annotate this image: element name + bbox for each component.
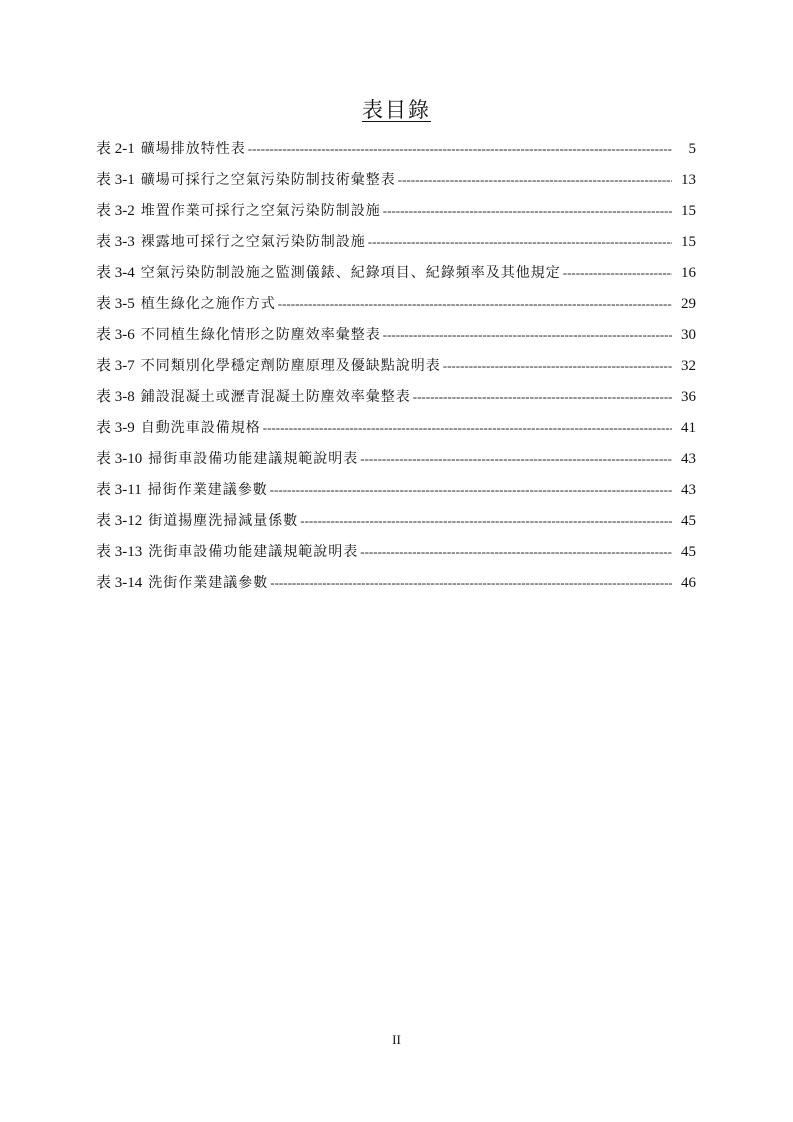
- toc-entry[interactable]: [96, 571, 696, 602]
- toc-entry-title: [96, 168, 396, 192]
- dot-leader: [563, 261, 672, 285]
- toc-entry-label: 表 3-5: [96, 296, 135, 312]
- toc-entry-page: 36: [681, 389, 696, 405]
- toc-entry-text: 裸露地可採行之空氣污染防制設施: [140, 234, 366, 250]
- toc-entry-text: 自動洗車設備規格: [140, 420, 261, 436]
- dot-leader: [270, 571, 672, 595]
- toc-entry-label: 表 3-6: [96, 327, 135, 343]
- toc-entry-label: 表 3-2: [96, 203, 135, 219]
- toc-entry[interactable]: [96, 137, 696, 168]
- toc-entry[interactable]: [96, 292, 696, 323]
- toc-entry-title: [96, 230, 366, 254]
- toc-entry[interactable]: [96, 540, 696, 571]
- toc-entry-label: 表 3-8: [96, 389, 135, 405]
- toc-entry-text: 洗街車設備功能建議規範說明表: [148, 544, 359, 560]
- dot-leader: [360, 540, 672, 564]
- toc-entry-page: 32: [681, 358, 696, 374]
- toc-entry-title: [96, 137, 246, 161]
- toc-entry[interactable]: [96, 168, 696, 199]
- toc-entry-title: [96, 261, 561, 285]
- toc-entry-title: [96, 416, 261, 440]
- toc-entry-title: [96, 385, 411, 409]
- toc-entry-title: [96, 292, 276, 316]
- toc-entry-text: 洗街作業建議參數: [148, 575, 269, 591]
- toc-entry-label: 表 3-9: [96, 420, 135, 436]
- page-title-text: 表目錄: [362, 98, 431, 122]
- toc-entry-text: 植生綠化之施作方式: [140, 296, 276, 312]
- toc-entry-title: [96, 571, 268, 595]
- toc-entry[interactable]: [96, 385, 696, 416]
- toc-entry-label: 表 3-3: [96, 234, 135, 250]
- dot-leader: [443, 354, 672, 378]
- toc-entry-page: 46: [681, 575, 696, 591]
- dot-leader: [398, 168, 672, 192]
- toc-entry[interactable]: [96, 323, 696, 354]
- toc-entry-text: 不同類別化學穩定劑防塵原理及優缺點說明表: [140, 358, 441, 374]
- toc-entry-label: 表 3-10: [96, 451, 143, 467]
- toc-entry-text: 空氣污染防制設施之監測儀錶、紀錄項目、紀錄頻率及其他規定: [140, 265, 561, 281]
- toc-entry-page: 41: [681, 420, 696, 436]
- toc-entry-label: 表 3-13: [96, 544, 143, 560]
- toc-entry-text: 街道揚塵洗掃減量係數: [148, 513, 299, 529]
- toc-entry[interactable]: [96, 509, 696, 540]
- dot-leader: [270, 478, 672, 502]
- table-of-contents: [96, 137, 696, 602]
- toc-entry-label: 表 3-4: [96, 265, 135, 281]
- toc-entry-page: 13: [681, 172, 696, 188]
- dot-leader: [383, 323, 672, 347]
- page-title: [0, 96, 793, 124]
- toc-entry-text: 鋪設混凝土或瀝青混凝土防塵效率彙整表: [140, 389, 411, 405]
- dot-leader: [413, 385, 672, 409]
- toc-entry-page: 45: [681, 544, 696, 560]
- toc-entry-text: 掃街作業建議參數: [147, 482, 268, 498]
- toc-entry-page: 43: [681, 482, 696, 498]
- toc-entry-label: 表 3-11: [96, 482, 142, 498]
- toc-entry-page: 29: [681, 296, 696, 312]
- dot-leader: [360, 447, 672, 471]
- toc-entry[interactable]: [96, 354, 696, 385]
- toc-entry-text: 礦場排放特性表: [140, 141, 246, 157]
- toc-entry-page: 5: [688, 141, 696, 157]
- dot-leader: [263, 416, 672, 440]
- toc-entry-label: 表 3-14: [96, 575, 143, 591]
- toc-entry-label: 表 3-1: [96, 172, 135, 188]
- toc-entry-label: 表 3-7: [96, 358, 135, 374]
- dot-leader: [368, 230, 672, 254]
- toc-entry[interactable]: [96, 230, 696, 261]
- toc-entry-title: [96, 478, 268, 502]
- toc-entry-title: [96, 323, 381, 347]
- toc-entry[interactable]: [96, 199, 696, 230]
- toc-entry-page: 15: [681, 203, 696, 219]
- toc-entry-text: 堆置作業可採行之空氣污染防制設施: [140, 203, 381, 219]
- toc-entry-text: 礦場可採行之空氣污染防制技術彙整表: [140, 172, 396, 188]
- toc-entry[interactable]: [96, 478, 696, 509]
- dot-leader: [278, 292, 672, 316]
- toc-entry-page: 30: [681, 327, 696, 343]
- toc-entry[interactable]: [96, 416, 696, 447]
- page-number: II: [392, 1032, 401, 1047]
- toc-entry-page: 45: [681, 513, 696, 529]
- toc-entry[interactable]: [96, 447, 696, 478]
- toc-entry-text: 不同植生綠化情形之防塵效率彙整表: [140, 327, 381, 343]
- toc-entry-page: 15: [681, 234, 696, 250]
- toc-entry-text: 掃街車設備功能建議規範說明表: [148, 451, 359, 467]
- toc-entry-title: [96, 447, 358, 471]
- toc-entry-title: [96, 509, 298, 533]
- dot-leader: [300, 509, 672, 533]
- toc-entry-title: [96, 540, 358, 564]
- toc-entry-title: [96, 354, 441, 378]
- toc-entry-page: 16: [681, 265, 696, 281]
- dot-leader: [248, 137, 672, 161]
- toc-entry-page: 43: [681, 451, 696, 467]
- toc-entry-title: [96, 199, 381, 223]
- toc-entry[interactable]: [96, 261, 696, 292]
- toc-entry-label: 表 2-1: [96, 141, 135, 157]
- dot-leader: [383, 199, 672, 223]
- toc-entry-label: 表 3-12: [96, 513, 143, 529]
